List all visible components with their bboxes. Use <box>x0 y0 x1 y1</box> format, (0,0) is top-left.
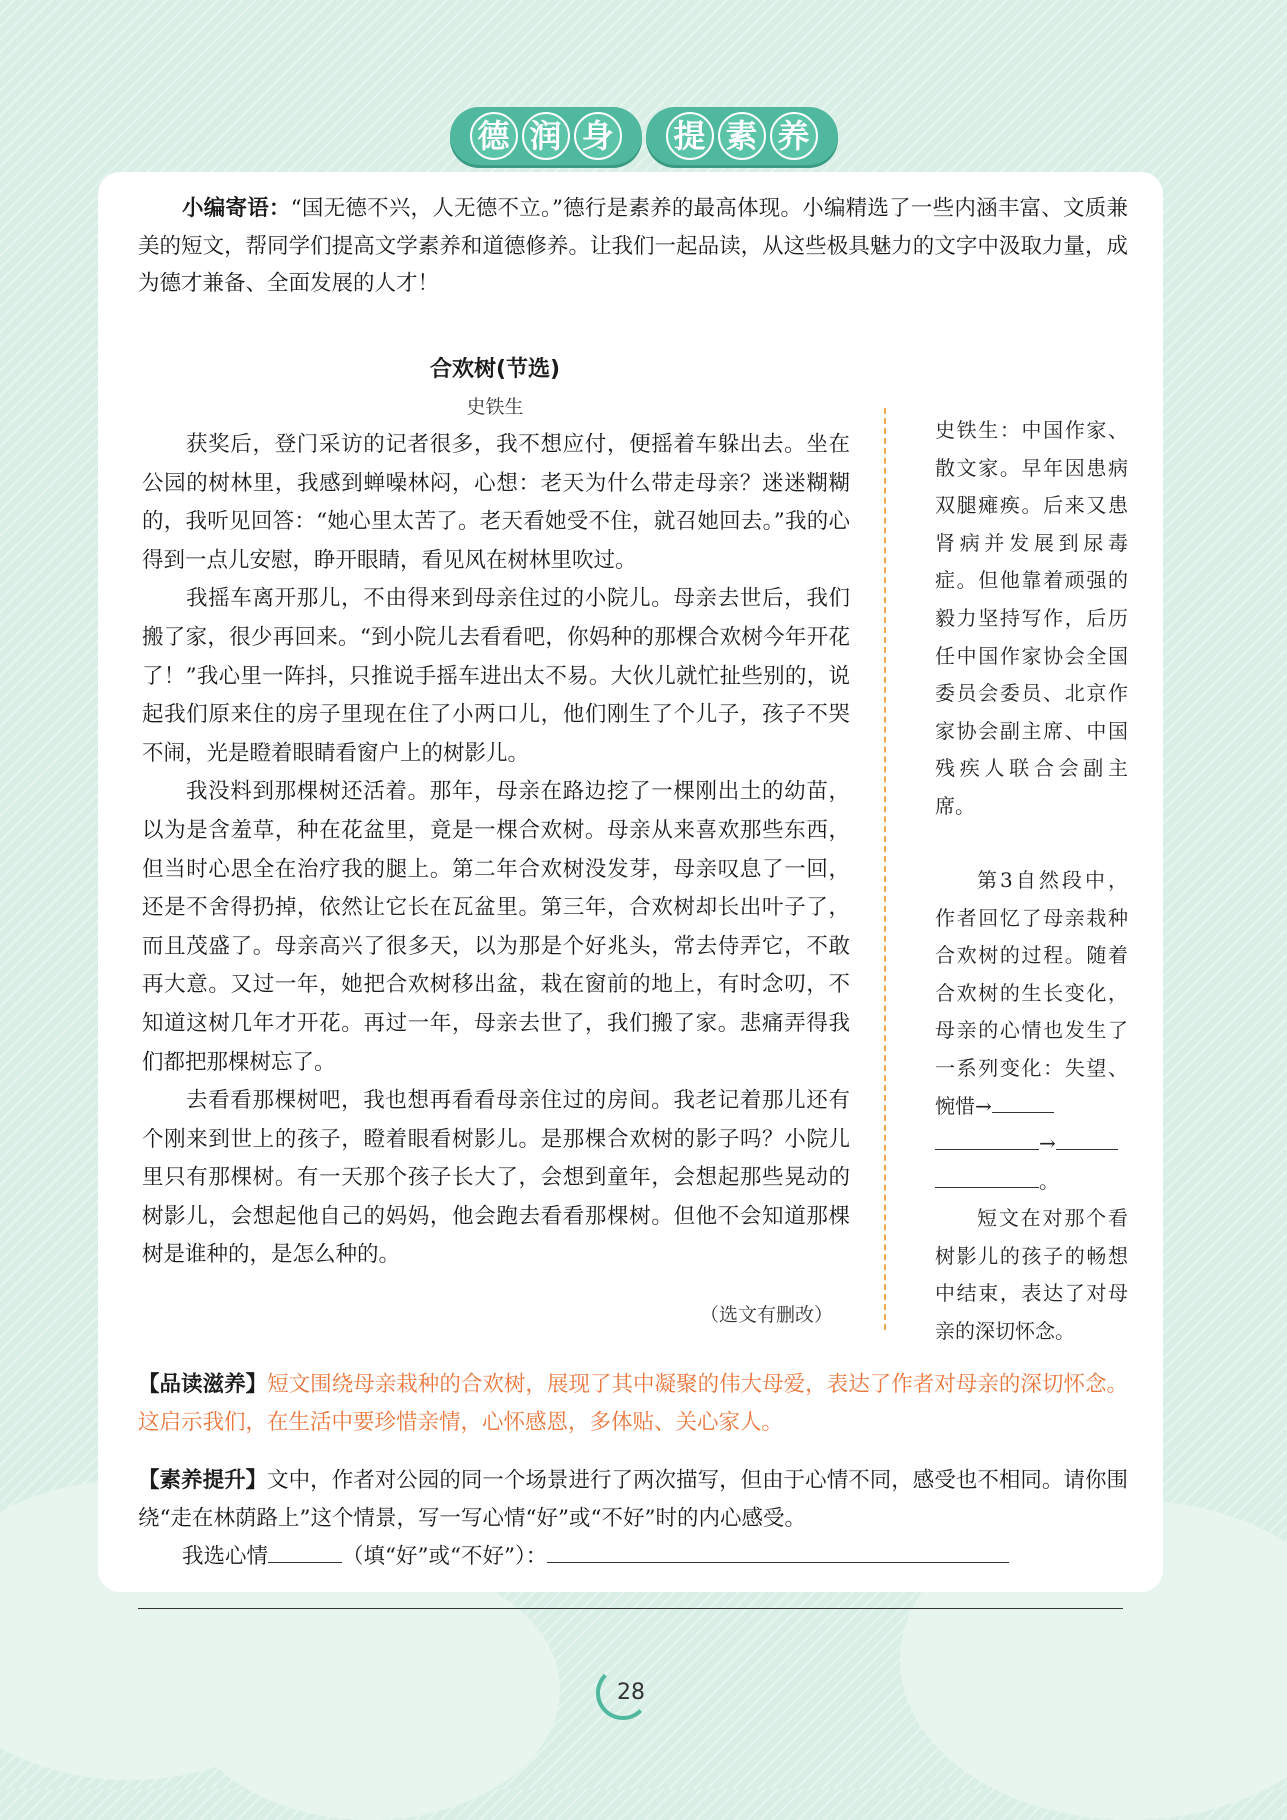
literacy-improvement-label: 【素养提升】 <box>138 1468 268 1493</box>
essay-paragraph: 获奖后，登门采访的记者很多，我不想应付，便摇着车躲出去。坐在公园的树林里，我感到蝉噪林闷，心想：老天为什么带走母亲？迷迷糊糊的，我听见回答：“她心里太苦了。老天看她受不住，就召她回去。”我的心得到一点儿安慰，睁开眼睛，看见风在树林里吹过。 <box>142 432 850 573</box>
reading-appreciation <box>138 1366 1128 1442</box>
question-text: 第3自然段中，作者回忆了母亲栽种合欢树的过程。随着合欢树的生长变化，母亲的心情也发生了一系列变化：失望、惋惜 <box>935 868 1128 1118</box>
feeling-answer-line-2[interactable] <box>138 1608 1123 1609</box>
essay-paragraph: 我没料到那棵树还活着。那年，母亲在路边挖了一棵刚出土的幼苗，以为是含羞草，种在花盆里，竟是一棵合欢树。母亲从来喜欢那些东西，但当时心思全在治疗我的腿上。第二年合欢树没发芽，母亲叹息了一回，还是不舍得扔掉，依然让它长在瓦盆里。第三年，合欢树却长出叶子了，而且茂盛了。母亲高兴了很多天，以为那是个好兆头，常去侍弄它，不敢再大意。又过一年，她把合欢树移出盆，栽在窗前的地上，有时念叨，不知道这树几年才开花。再过一年，母亲去世了，我们搬了家。悲痛弄得我们都把那棵树忘了。 <box>142 779 850 1075</box>
ending-note <box>935 1200 1128 1350</box>
cloud-decoration <box>180 1560 560 1820</box>
literacy-improvement <box>138 1462 1128 1576</box>
essay-source-note: （选文有删改） <box>700 1304 834 1326</box>
author-note <box>935 412 1128 826</box>
feeling-answer-line-1[interactable] <box>547 1541 1009 1564</box>
title-pill-1 <box>450 107 642 165</box>
editor-note-label: 小编寄语： <box>182 196 291 221</box>
reading-appreciation-text: 短文围绕母亲栽种的合欢树，展现了其中凝聚的伟大母爱，表达了作者对母亲的深切怀念。这启示我们，在生活中要珍惜亲情，心怀感恩，多体贴、关心家人。 <box>138 1372 1128 1435</box>
column-divider <box>884 408 886 1330</box>
literacy-improvement-text: 文中，作者对公园的同一个场景进行了两次描写，但由于心情不同，感受也不相同。请你围绕“走在林荫路上”这个情景，写一写心情“好”或“不好”时的内心感受。 <box>138 1468 1128 1531</box>
period: 。 <box>1039 1168 1059 1193</box>
title-pill-2 <box>646 107 838 165</box>
reading-appreciation-label: 【品读滋养】 <box>138 1372 268 1397</box>
page-number: 28 <box>617 1680 645 1705</box>
essay-paragraph: 去看看那棵树吧，我也想再看看母亲住过的房间。我老记着那儿还有个刚来到世上的孩子，瞪着眼看树影儿。是那棵合欢树的影子吗？小院儿里只有那棵树。有一天那个孩子长大了，会想到童年，会想起那些晃动的树影儿，会想起他自己的妈妈，他会跑去看看那棵树。但他不会知道那棵树是谁种的，是怎么种的。 <box>142 1088 850 1268</box>
answer-blank-2[interactable] <box>935 1129 1039 1150</box>
answer-blank-4[interactable] <box>935 1167 1039 1188</box>
arrow-glyph: → <box>975 1093 992 1118</box>
arrow-glyph: → <box>1039 1131 1056 1156</box>
sidebar-question <box>935 862 1128 1200</box>
section-title-banner <box>0 104 1287 168</box>
mood-prompt-start: 我选心情 <box>182 1544 269 1569</box>
essay-author: 史铁生 <box>466 396 524 418</box>
title-char: 养 <box>770 112 818 160</box>
title-char: 提 <box>666 112 714 160</box>
literacy-improvement-question <box>138 1462 1128 1538</box>
answer-blank-3[interactable] <box>1056 1129 1118 1150</box>
answer-blank-1[interactable] <box>992 1092 1054 1113</box>
mood-blank[interactable] <box>268 1541 342 1564</box>
title-char: 德 <box>470 112 518 160</box>
essay-paragraph: 我摇车离开那儿，不由得来到母亲住过的小院儿。母亲去世后，我们搬了家，很少再回来。“到小院儿去看看吧，你妈种的那棵合欢树今年开花了！”我心里一阵抖，只推说手摇车进出太不易。大伙儿就忙扯些别的，说起我们原来住的房子里现在住了小两口儿，他们刚生了个儿子，孩子不哭不闹，光是瞪着眼睛看窗户上的树影儿。 <box>142 586 850 766</box>
essay-title: 合欢树(节选) <box>429 357 561 382</box>
title-char: 身 <box>574 112 622 160</box>
author-note-text: 史铁生：中国作家、散文家。早年因患病双腿瘫痪。后来又患肾病并发展到尿毒症。但他靠着顽强的毅力坚持写作，后历任中国作家协会全国委员会委员、北京作家协会副主席、中国残疾人联合会副主席。 <box>935 418 1128 818</box>
essay-body <box>142 426 850 1275</box>
ending-note-text: 短文在对那个看树影儿的孩子的畅想中结束，表达了对母亲的深切怀念。 <box>935 1206 1128 1343</box>
title-char: 素 <box>718 112 766 160</box>
mood-prompt-hint: （填“好”或“不好”）： <box>342 1544 548 1569</box>
editor-note <box>138 190 1128 303</box>
editor-note-text: “国无德不兴，人无德不立。”德行是素养的最高体现。小编精选了一些内涵丰富、文质兼美的短文，帮同学们提高文学素养和道德修养。让我们一起品读，从这些极具魅力的文字中汲取力量，成为德才兼备、全面发展的人才！ <box>138 196 1128 296</box>
sidebar-question-text <box>935 862 1128 1200</box>
title-char: 润 <box>522 112 570 160</box>
mood-prompt <box>138 1538 1128 1576</box>
